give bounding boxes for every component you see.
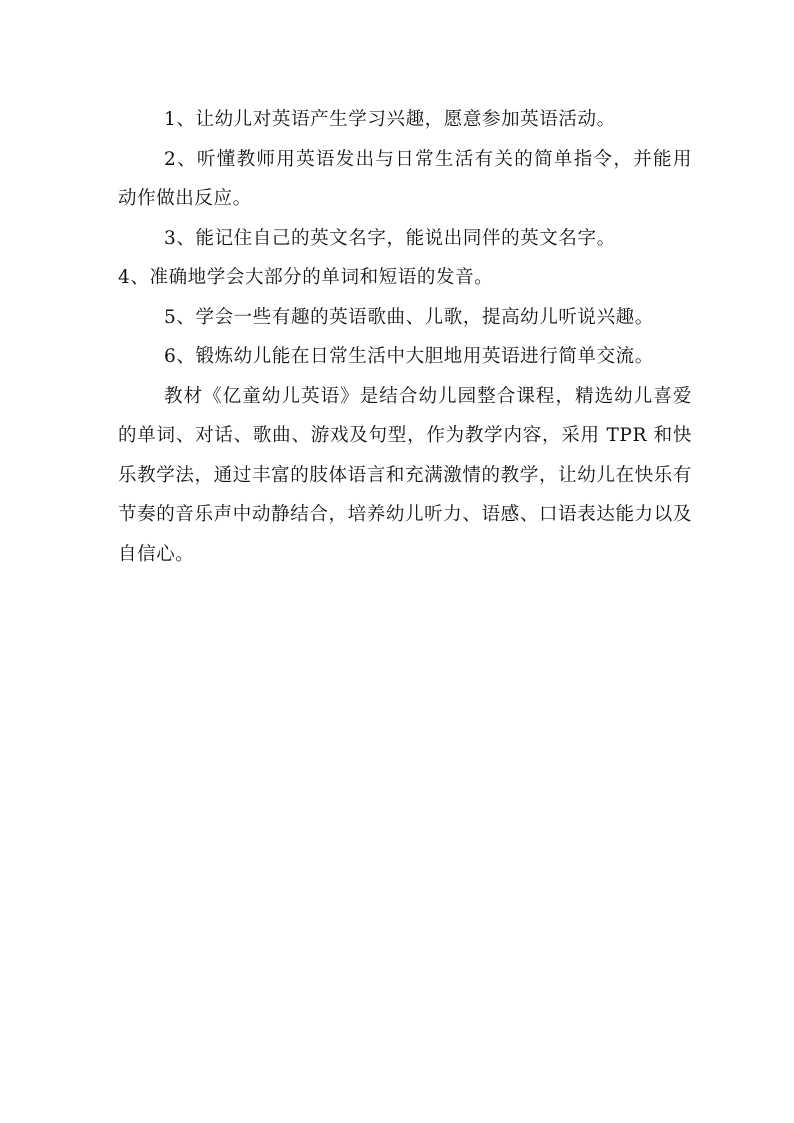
goal-item-2: 2、听懂教师用英语发出与日常生活有关的简单指令，并能用动作做出反应。	[118, 148, 692, 209]
goal-item-4: 4、准确地学会大部分的单词和短语的发音。	[118, 267, 494, 288]
goal-item-3: 3、能记住自己的英文名字，能说出同伴的英文名字。	[164, 227, 616, 249]
goal-item-1: 1、让幼儿对英语产生学习兴趣，愿意参加英语活动。	[164, 109, 616, 130]
textbook-description: 教材《亿童幼儿英语》是结合幼儿园整合课程，精选幼儿喜爱的单词、对话、歌曲、游戏及句型，作为教学内容，采用 TPR 和快乐教学法，通过丰富的肢体语言和充满激情的教学，让幼儿在快乐有节奏的音乐声中动静结合，培养幼儿听力、语感、口语表达能力以及自信心。	[118, 385, 692, 565]
goal-item-6: 6、锻炼幼儿能在日常生活中大胆地用英语进行简单交流。	[164, 346, 654, 367]
document-body	[118, 100, 692, 574]
goal-item-5: 5、学会一些有趣的英语歌曲、儿歌，提高幼儿听说兴趣。	[164, 306, 654, 328]
